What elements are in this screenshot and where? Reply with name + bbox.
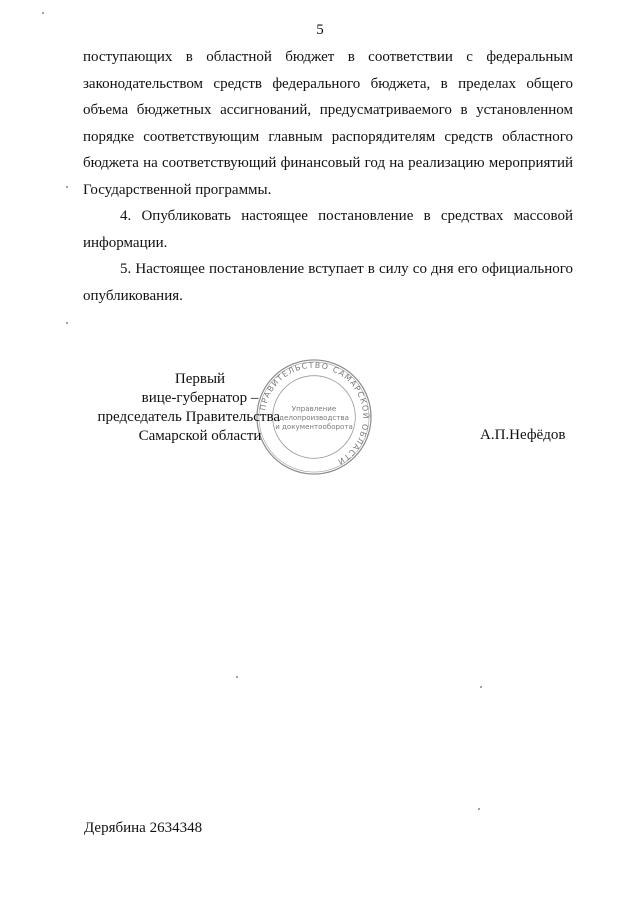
scan-speck	[66, 322, 68, 324]
stamp-inner-line-1: Управление	[291, 404, 337, 414]
stamp-inner-line-2: делопроизводства	[279, 412, 349, 422]
signatory-position-line: председатель Правительства	[97, 409, 280, 425]
signatory-name: А.П.Нефёдов	[480, 427, 566, 443]
paragraph-continuation: поступающих в областной бюджет в соответствии с федеральным законодательством средств федерального бюджета, в пределах общего объема бюджетных ассигнований, предусматриваемого в установленном порядке соответствующим главным распорядителям средств областного бюджета на соответствующий финансовый год на реализацию мероприятий Государственной программы.	[83, 49, 573, 198]
stamp-outer-text: ПРАВИТЕЛЬСТВО САМАРСКОЙ ОБЛАСТИ	[258, 360, 371, 467]
scan-speck	[478, 808, 480, 810]
signatory-position-line: Первый	[174, 371, 226, 387]
page-number: 5	[316, 22, 324, 38]
scan-speck	[66, 186, 68, 188]
paragraph-item-5: 5. Настоящее постановление вступает в силу со дня его официального опубликования.	[83, 261, 573, 304]
paragraph-item-4: 4. Опубликовать настоящее постановление в средствах массовой информации.	[83, 208, 573, 251]
signatory-position-line: Самарской области	[138, 428, 262, 444]
scan-speck	[480, 686, 482, 688]
stamp-inner-line-3: и документооборота	[275, 421, 353, 431]
scan-speck	[236, 676, 238, 678]
document-body	[83, 44, 573, 309]
signatory-position	[80, 370, 280, 446]
executor-contact: Дерябина 2634348	[84, 820, 203, 836]
signatory-position-line: вице-губернатор –	[141, 390, 259, 406]
scan-speck	[42, 12, 44, 14]
